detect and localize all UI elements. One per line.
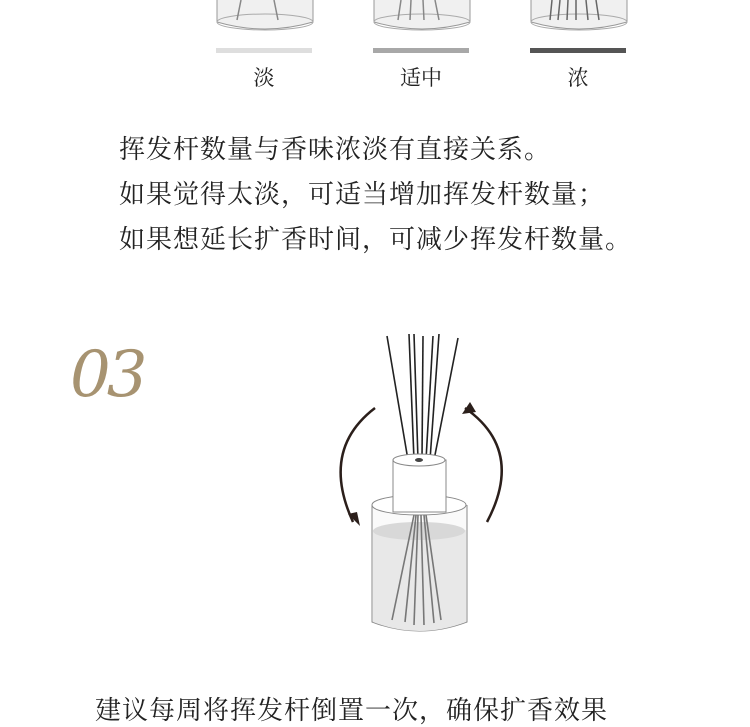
paragraph-line-1: 挥发杆数量与香味浓淡有直接关系。: [119, 135, 552, 165]
level-label-medium: 适中: [400, 66, 442, 90]
bottom-instruction: 建议每周将挥发杆倒置一次，确保扩香效果: [95, 696, 609, 726]
level-bar-medium: [373, 48, 469, 53]
level-label-light: 淡: [253, 66, 275, 90]
level-bar-light: [216, 48, 312, 53]
jar-light-icon: [216, 0, 314, 34]
level-label-strong: 浓: [567, 66, 589, 90]
jar-medium-icon: [373, 0, 471, 34]
reed-diffuser-jar-icon: [330, 330, 520, 640]
paragraph-line-3: 如果想延长扩香时间，可减少挥发杆数量。: [119, 225, 633, 255]
paragraph-line-2: 如果觉得太淡，可适当增加挥发杆数量；: [119, 180, 606, 210]
jar-strong-icon: [530, 0, 628, 34]
step-number: 03: [70, 338, 144, 412]
instruction-paragraph: [119, 128, 632, 263]
level-bar-strong: [530, 48, 626, 53]
